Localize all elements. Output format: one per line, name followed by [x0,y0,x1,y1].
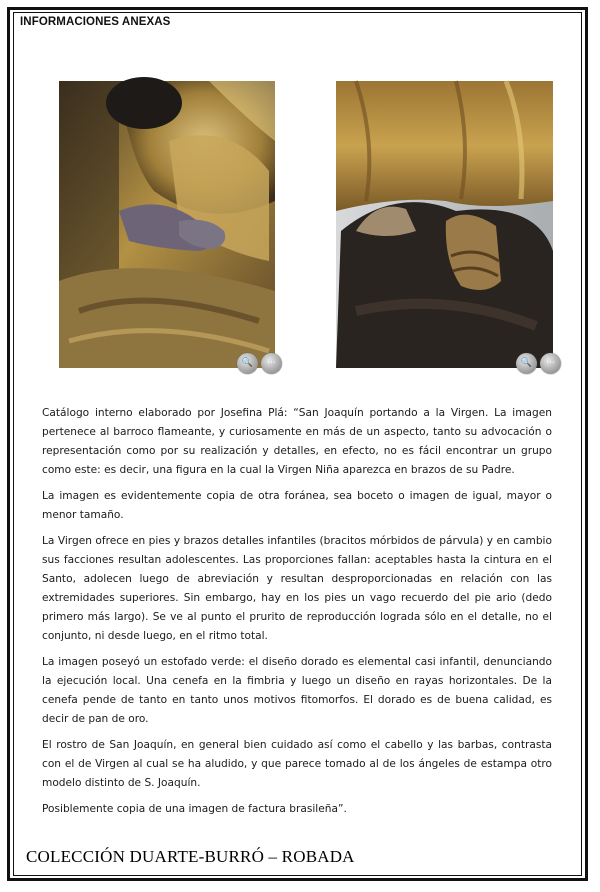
catalog-description [42,404,552,826]
zoom-icon[interactable]: 🔍 [516,353,537,374]
paragraph: La Virgen ofrece en pies y brazos detalles infantiles (bracitos mórbidos de párvula) y en cambio sus facciones resultan adolescentes. Las proporciones fallan: aceptables hasta la cintura en el Santo, adolecen luego de abreviación y resultan desproporcionadas en relación con las extremidades superiores. Sin embargo, hay en los pies un vago recuerdo del pie ario (dedo primero más largo). Se ve al punto el prurito de reproducción lograda sólo en el detalle, no el conjunto, ni desde luego, en el ritmo total. [42,535,552,642]
paragraph: La imagen poseyó un estofado verde: el diseño dorado es elemental casi infantil, denunciando la ejecución local. Una cenefa en la fimbria y luego un diseño en rayas horizontales. De la cenefa pende de tanto en tanto unos motivos fitomorfos. El dorado es de buena calidad, es decir de pan de oro. [42,656,552,725]
paragraph: La imagen es evidentemente copia de otra foránea, sea boceto o imagen de igual, mayor o menor tamaño. [42,490,552,521]
sculpture-feet-image [336,81,553,368]
paragraph: El rostro de San Joaquín, en general bien cuidado así como el cabello y las barbas, contrasta con el de Virgen al cual se ha aludido, y que parece tomado al de los ángeles de estampa otro modelo distinto de S. Joaquín. [42,739,552,789]
paragraph: Posiblemente copia de una imagen de factura brasileña”. [42,803,347,815]
sculpture-hands-image [59,81,275,368]
sculpture-detail-hands-photo[interactable] [59,81,275,368]
zoom-icon[interactable]: 🔍 [237,353,258,374]
paragraph: Catálogo interno elaborado por Josefina Plá: “San Joaquín portando a la Virgen. La imagen pertenece al barroco flameante, y curiosamente en más de un aspecto, tanto su advocación o representación como por su realización y detalles, en efecto, no es fácil encontrar un grupo como este: es decir, una figura en la cual la Virgen Niña aparezca en brazos de su Padre. [42,407,552,476]
section-heading: INFORMACIONES ANEXAS [20,16,171,28]
collection-footer: COLECCIÓN DUARTE-BURRÓ – ROBADA [26,847,355,866]
fullscreen-icon[interactable]: ⋯ [261,353,282,374]
sculpture-detail-feet-photo[interactable] [336,81,553,368]
fullscreen-icon[interactable]: ⋯ [540,353,561,374]
